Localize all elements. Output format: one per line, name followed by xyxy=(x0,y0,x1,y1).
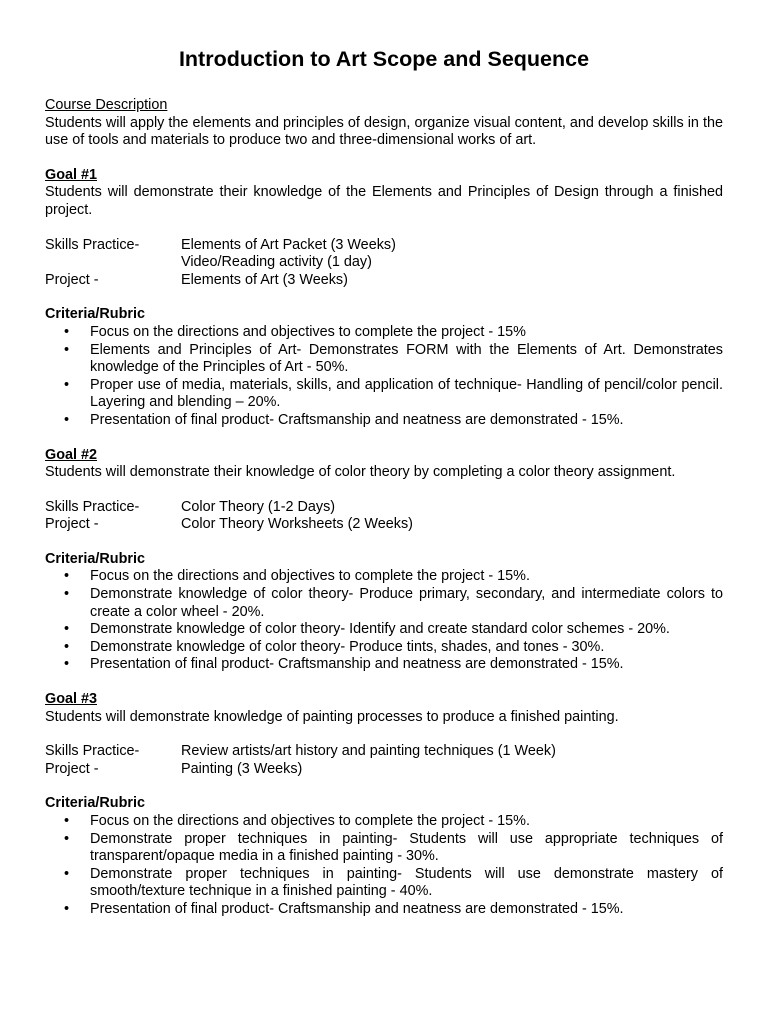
criteria-item: • Focus on the directions and objectives to complete the project - 15% xyxy=(64,323,526,340)
goal-section-3 xyxy=(45,691,723,919)
goal-section-2 xyxy=(45,447,723,675)
bullet-icon: • xyxy=(64,900,70,917)
project-value: Painting (3 Weeks) xyxy=(181,760,303,777)
criteria-item: • Demonstrate knowledge of color theory- Produce tints, shades, and tones - 30%. xyxy=(64,638,605,655)
criteria-item: • Proper use of media, materials, skills, and application of technique- Handling of pencil/color pencil. Layering and blending – 20%. xyxy=(64,376,723,411)
goal-title: Goal #1 xyxy=(45,166,97,183)
criteria-item: • Presentation of final product- Craftsmanship and neatness are demonstrated - 15%. xyxy=(64,656,624,673)
skills-block xyxy=(45,237,723,290)
criteria-item: • Demonstrate knowledge of color theory- Produce primary, secondary, and intermediate colors to create a color wheel - 20%. xyxy=(64,586,723,620)
criteria-title: Criteria/Rubric xyxy=(45,795,145,812)
bullet-icon: • xyxy=(64,341,70,358)
bullet-icon: • xyxy=(64,830,70,847)
bullet-icon: • xyxy=(64,638,70,655)
criteria-item: • Demonstrate knowledge of color theory- Identify and create standard color schemes - 20%. xyxy=(64,621,670,638)
skills-label: Skills Practice- xyxy=(45,498,140,515)
bullet-icon: • xyxy=(64,376,70,393)
criteria-title: Criteria/Rubric xyxy=(45,306,145,323)
skills-label: Skills Practice- xyxy=(45,743,140,760)
project-label: Project - xyxy=(45,760,99,777)
course-description-text: Students will apply the elements and principles of design, organize visual content, and develop skills in the use of tools and materials to produce two and three-dimensional works of art. xyxy=(45,114,723,149)
criteria-list xyxy=(45,324,723,430)
criteria-item: • Presentation of final product- Craftsmanship and neatness are demonstrated - 15%. xyxy=(64,411,624,428)
criteria-item: • Focus on the directions and objectives to complete the project - 15%. xyxy=(64,813,530,829)
skills-item: Color Theory (1-2 Days) xyxy=(181,498,336,515)
goal-text: Students will demonstrate their knowledge of color theory by completing a color theory assignment. xyxy=(45,464,676,481)
skills-item: Video/Reading activity (1 day) xyxy=(181,254,372,271)
page-title: Introduction to Art Scope and Sequence xyxy=(178,47,590,71)
goal-title: Goal #3 xyxy=(45,691,97,708)
skills-item: Elements of Art Packet (3 Weeks) xyxy=(181,236,396,253)
bullet-icon: • xyxy=(64,323,70,340)
criteria-item: • Demonstrate proper techniques in painting- Students will use appropriate techniques of transparent/opaque media in a finished painting - 30%. xyxy=(64,830,723,865)
goal-text: Students will demonstrate their knowledge of the Elements and Principles of Design through a finished project. xyxy=(45,184,723,218)
goal-title: Goal #2 xyxy=(45,446,97,463)
course-description-label: Course Description xyxy=(45,97,168,113)
project-value: Elements of Art (3 Weeks) xyxy=(181,271,348,288)
project-label: Project - xyxy=(45,516,99,533)
skills-item: Review artists/art history and painting techniques (1 Week) xyxy=(181,743,556,760)
skills-block xyxy=(45,743,723,778)
criteria-title: Criteria/Rubric xyxy=(45,550,145,567)
skills-block xyxy=(45,499,723,534)
goal-text: Students will demonstrate knowledge of painting processes to produce a finished painting. xyxy=(45,708,619,725)
skills-label: Skills Practice- xyxy=(45,236,140,253)
project-value: Color Theory Worksheets (2 Weeks) xyxy=(181,516,413,533)
criteria-list xyxy=(45,813,723,919)
criteria-item: • Presentation of final product- Craftsmanship and neatness are demonstrated - 15%. xyxy=(64,900,624,917)
bullet-icon: • xyxy=(64,813,70,829)
goal-section-1 xyxy=(45,167,723,430)
criteria-list xyxy=(45,568,723,674)
bullet-icon: • xyxy=(64,656,70,673)
bullet-icon: • xyxy=(64,865,70,882)
bullet-icon: • xyxy=(64,411,70,428)
project-label: Project - xyxy=(45,271,99,288)
bullet-icon: • xyxy=(64,621,70,638)
bullet-icon: • xyxy=(64,568,70,585)
criteria-item: • Focus on the directions and objectives to complete the project - 15%. xyxy=(64,568,530,585)
bullet-icon: • xyxy=(64,586,70,603)
criteria-item: • Elements and Principles of Art- Demonstrates FORM with the Elements of Art. Demonstrates knowledge of the Principles of Art - 50%. xyxy=(64,341,723,376)
criteria-item: • Demonstrate proper techniques in painting- Students will use demonstrate mastery of smooth/texture technique in a finished painting - 40%. xyxy=(64,865,723,900)
